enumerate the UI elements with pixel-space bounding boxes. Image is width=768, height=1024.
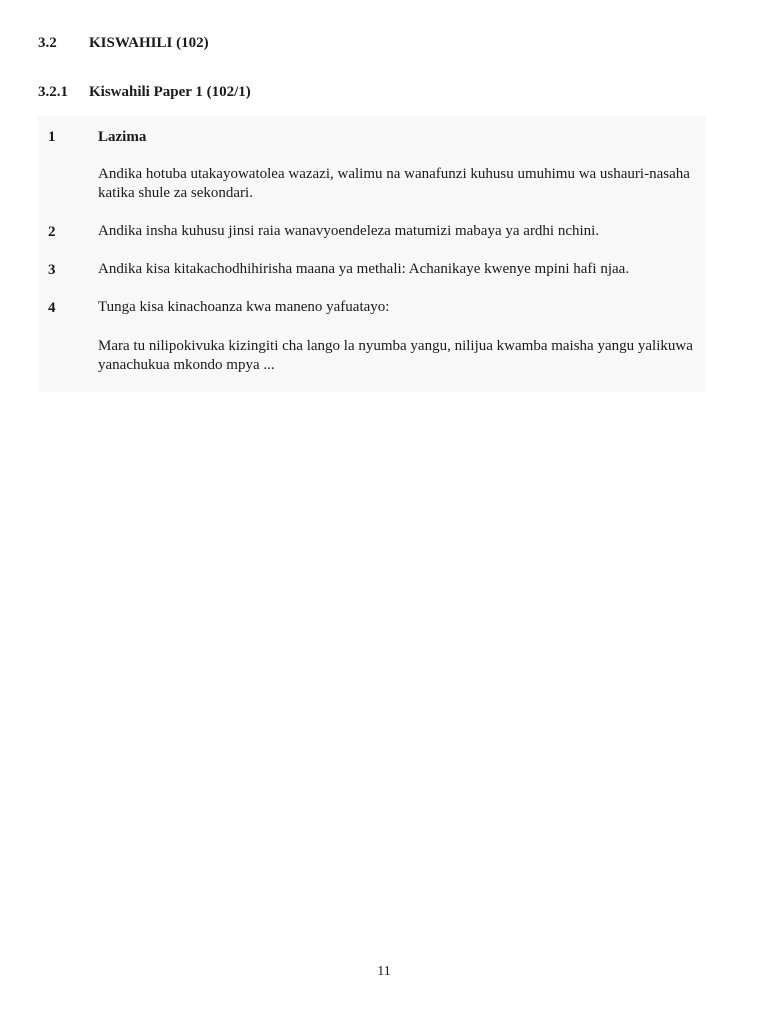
question-number: 3 (48, 262, 56, 278)
question-text: Andika hotuba utakayowatolea wazazi, walimu na wanafunzi kuhusu umuhimu wa ushauri-nasaha katika shule za sekondari. (98, 166, 690, 201)
section-title: KISWAHILI (102) (89, 35, 209, 51)
question-number: 4 (48, 300, 56, 316)
subsection-heading (38, 83, 251, 101)
question-number: 2 (48, 224, 56, 240)
question-number: 1 (48, 129, 56, 145)
question-text: Tunga kisa kinachoanza kwa maneno yafuatayo: (98, 299, 390, 315)
question-quote: Mara tu nilipokivuka kizingiti cha lango la nyumba yangu, nilijua kwamba maisha yangu yalikuwa yanachukua mkondo mpya ... (98, 338, 693, 373)
subsection-number: 3.2.1 (38, 84, 68, 100)
question-text: Andika insha kuhusu jinsi raia wanavyoendeleza matumizi mabaya ya ardhi nchini. (98, 223, 600, 239)
subsection-title: Kiswahili Paper 1 (102/1) (89, 84, 251, 100)
question-text: Andika kisa kitakachodhihirisha maana ya methali: Achanikaye kwenye mpini hafi njaa. (98, 261, 630, 277)
question-title: Lazima (98, 129, 147, 145)
section-heading (38, 34, 209, 52)
questions-block (38, 116, 706, 392)
section-number: 3.2 (38, 35, 57, 51)
page-number: 11 (377, 964, 391, 979)
